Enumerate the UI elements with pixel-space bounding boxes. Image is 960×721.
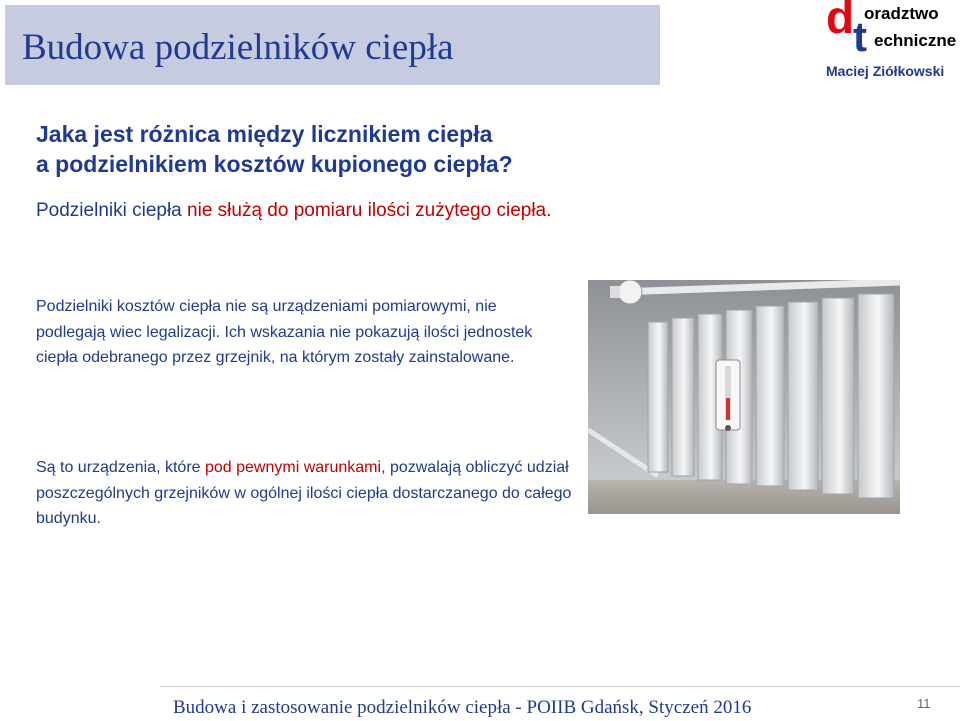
question-line-2: a podzielnikiem kosztów kupionego ciepła? — [36, 151, 513, 177]
logo-letter-d: d — [826, 0, 855, 43]
radiator-fin — [788, 302, 818, 490]
paragraph-2-highlight: pod pewnymi warunkami — [204, 459, 382, 476]
paragraph-2 — [36, 455, 596, 532]
statement — [36, 197, 551, 224]
thermostatic-valve — [618, 280, 642, 304]
paragraph-2-text-a: Są to urządzenia, które — [36, 459, 205, 476]
radiator-fin — [822, 298, 854, 494]
logo-letter-t: t — [853, 13, 867, 60]
footer-divider — [160, 686, 960, 687]
statement-highlight: nie służą do pomiaru ilości zużytego ciepła. — [187, 200, 552, 221]
logo-line-1: oradztwo — [864, 4, 939, 23]
radiator-fin — [756, 306, 784, 486]
paragraph-2-text-b: , pozwalają obliczyć udział poszczególnych grzejników w ogólnej ilości ciepła dostarczanego do całego budynku. — [36, 459, 572, 527]
radiator-photo — [588, 280, 900, 514]
logo-line-2: echniczne — [874, 31, 957, 50]
radiator-fin — [648, 322, 668, 472]
question-heading — [36, 119, 513, 179]
page-number: 11 — [917, 696, 931, 711]
footer-text: Budowa i zastosowanie podzielników ciepła - POIIB Gdańsk, Styczeń 2016 — [173, 697, 752, 718]
company-logo — [826, 2, 960, 84]
radiator-fin — [858, 294, 894, 498]
question-line-1: Jaka jest różnica między licznikiem ciepła — [36, 121, 493, 147]
allocator-seal — [725, 425, 731, 431]
slide-title: Budowa podzielników ciepła — [22, 27, 454, 68]
logo-author: Maciej Ziółkowski — [826, 63, 945, 79]
radiator-fin — [672, 318, 694, 476]
statement-text: Podzielniki ciepła — [36, 200, 188, 221]
paragraph-1: Podzielniki kosztów ciepła nie są urządzeniami pomiarowymi, nie podlegają wiec legalizacji. Ich wskazania nie pokazują ilości jednostek ciepła odebranego przez grzejnik, na którym zostały zainstalowane. — [36, 298, 533, 366]
valve-stem — [610, 286, 620, 298]
allocator-liquid — [726, 398, 730, 420]
